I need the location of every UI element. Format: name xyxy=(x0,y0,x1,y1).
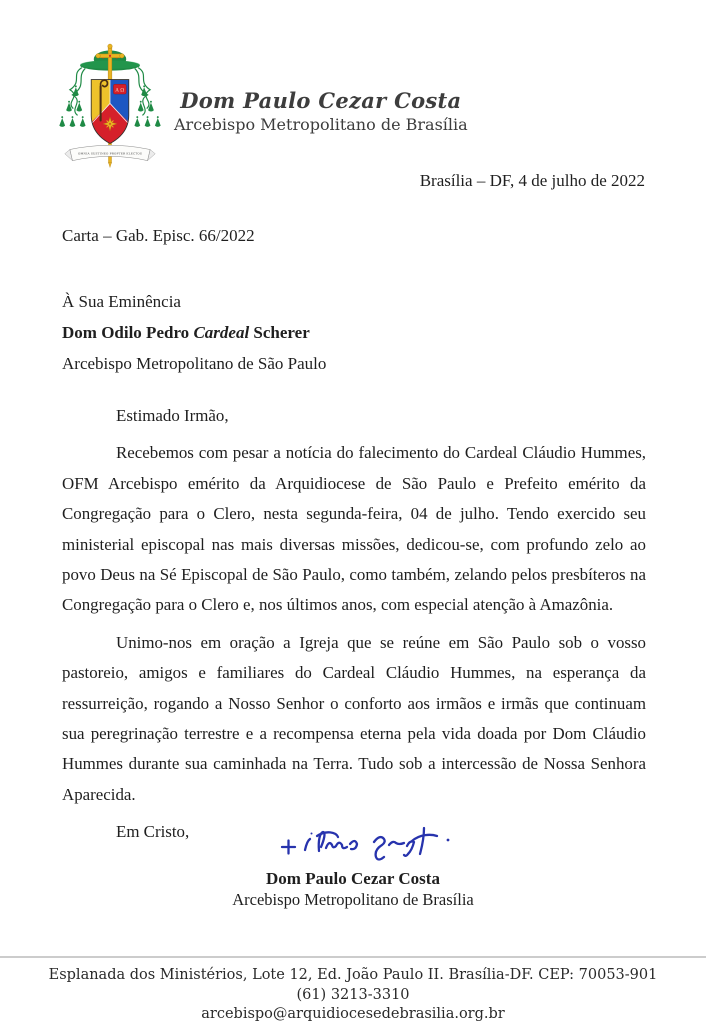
closing: Em Cristo, xyxy=(116,822,190,842)
addressee-title: Arcebispo Metropolitano de São Paulo xyxy=(62,354,327,373)
letter-body xyxy=(62,401,646,855)
footer-divider xyxy=(0,956,706,958)
body-paragraph-1: Recebemos com pesar a notícia do falecimento do Cardeal Cláudio Hummes, OFM Arcebispo emérito da Arquidiocese de São Paulo e Prefeito emérito da Congregação para o Clero, nesta segunda-feira, 04 de julho. Tendo exercido seu ministerial episcopal nas mais diversas missões, dedicou-se, com profundo zelo ao povo Deus na Sé Episcopal de São Paulo, como também, zelando pelos presbíteros na Congregação para o Clero e, nos últimos anos, com especial atenção à Amazônia. xyxy=(62,443,646,615)
crest-book-text: Α Ω xyxy=(115,88,125,94)
letterhead-titles xyxy=(174,88,468,135)
letterhead-name: Dom Paulo Cezar Costa xyxy=(180,87,462,113)
signer-title: Arcebispo Metropolitano de Brasília xyxy=(232,890,474,909)
dateline: Brasília – DF, 4 de julho de 2022 xyxy=(419,171,645,190)
signature-block xyxy=(0,868,706,910)
salutation: Estimado Irmão, xyxy=(116,406,229,425)
letterhead-title: Arcebispo Metropolitano de Brasília xyxy=(174,114,468,134)
addressee-name xyxy=(62,317,326,348)
signer-name: Dom Paulo Cezar Costa xyxy=(266,869,440,888)
footer xyxy=(0,966,706,1024)
addressee-block xyxy=(62,286,326,379)
crest-motto: OMNIA SUSTINEO PROPTER ELECTOS xyxy=(77,151,143,156)
addressee-name-post: Scherer xyxy=(253,323,310,342)
reference-number: Carta – Gab. Episc. 66/2022 xyxy=(62,226,255,245)
coat-of-arms-icon xyxy=(58,42,162,170)
handwritten-signature xyxy=(274,820,466,870)
footer-email: arcebispo@arquidiocesedebrasilia.org.br xyxy=(201,1006,505,1022)
body-paragraph-2: Unimo-nos em oração a Igreja que se reúne em São Paulo sob o vosso pastoreio, amigos e familiares do Cardeal Cláudio Hummes, na esperança da ressurreição, rogando a Nosso Senhor o conforto aos irmãos e irmãs que continuam sua peregrinação terrestre e a recompensa eterna pela vida doada por Dom Cláudio Hummes durante sua caminhada na Terra. Tudo sob a intercessão de Nossa Senhora Aparecida. xyxy=(62,632,646,804)
footer-address: Esplanada dos Ministérios, Lote 12, Ed. João Paulo II. Brasília-DF. CEP: 70053-901 xyxy=(48,967,658,983)
letterhead xyxy=(58,42,468,170)
footer-phone: (61) 3213-3310 xyxy=(296,986,410,1003)
addressee-honorific: À Sua Eminência xyxy=(62,292,181,311)
addressee-name-italic: Cardeal xyxy=(193,323,250,342)
addressee-name-pre: Dom Odilo Pedro xyxy=(62,323,190,342)
